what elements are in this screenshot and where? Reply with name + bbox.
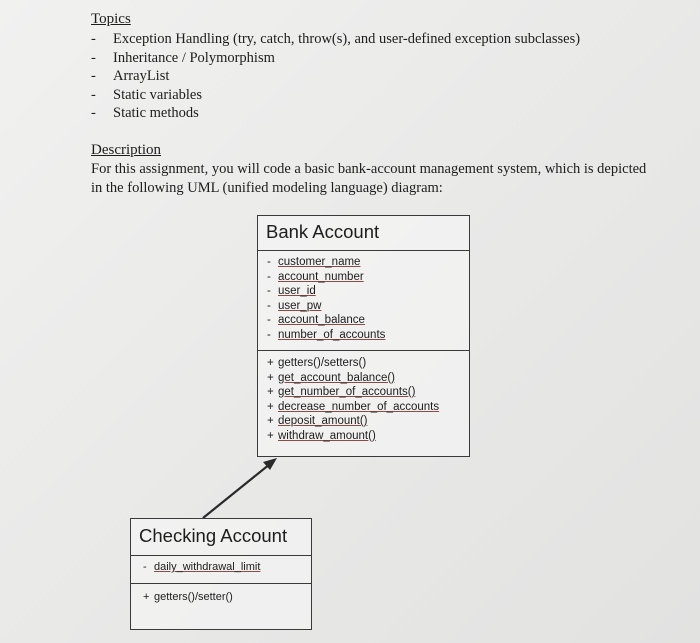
- bullet-dash: -: [91, 31, 96, 47]
- private-symbol: -: [267, 270, 271, 283]
- topic-label: Static methods: [113, 105, 199, 121]
- attribute-name: number_of_accounts: [278, 328, 386, 341]
- public-symbol: +: [267, 357, 274, 369]
- checking-account-methods: [131, 584, 311, 605]
- private-symbol: -: [267, 299, 271, 312]
- bullet-dash: -: [91, 68, 96, 84]
- topics-heading: Topics: [91, 11, 131, 27]
- description-text: For this assignment, you will code a basic bank-account management system, which is depicted in the following UML (unified modeling language) diagram:: [91, 161, 647, 196]
- private-symbol: -: [143, 561, 147, 573]
- public-symbol: +: [143, 591, 150, 603]
- attribute-name: user_pw: [278, 299, 322, 312]
- method-name: get_number_of_accounts(): [278, 386, 416, 398]
- public-symbol: +: [267, 429, 274, 442]
- private-symbol: -: [267, 328, 271, 341]
- attribute-name: customer_name: [278, 256, 361, 268]
- attribute-name: account_balance: [278, 314, 365, 326]
- description-heading: Description: [91, 142, 161, 158]
- bank-account-title: Bank Account: [258, 216, 469, 251]
- attribute-row: [143, 560, 311, 575]
- bullet-dash: -: [91, 49, 96, 66]
- private-symbol: -: [267, 314, 271, 326]
- method-row: [143, 590, 311, 605]
- topic-label: Exception Handling (try, catch, throw(s), and user-defined exception subclasses): [113, 31, 581, 47]
- public-symbol: +: [267, 386, 274, 398]
- topic-label: Inheritance / Polymorphism: [113, 49, 275, 66]
- method-name: getters()/setter(): [154, 591, 233, 603]
- bullet-dash: -: [91, 86, 96, 103]
- topic-label: ArrayList: [113, 68, 170, 84]
- private-symbol: -: [267, 256, 271, 268]
- checking-account-attributes: [131, 556, 311, 584]
- method-name: deposit_amount(): [278, 415, 368, 427]
- private-symbol: -: [267, 285, 271, 297]
- checking-account-title: Checking Account: [131, 519, 311, 556]
- public-symbol: +: [267, 400, 274, 413]
- attribute-name: account_number: [278, 270, 364, 283]
- method-name: getters()/setters(): [278, 357, 367, 369]
- bullet-dash: -: [91, 105, 96, 121]
- checking-account-class: [130, 518, 312, 630]
- public-symbol: +: [267, 415, 274, 427]
- topic-label: Static variables: [113, 86, 202, 103]
- method-name: get_account_balance(): [278, 371, 395, 384]
- attribute-name: daily_withdrawal_limit: [154, 561, 261, 573]
- attribute-name: user_id: [278, 285, 316, 297]
- method-name: decrease_number_of_accounts: [278, 400, 440, 413]
- method-name: withdraw_amount(): [278, 429, 376, 442]
- public-symbol: +: [267, 371, 274, 384]
